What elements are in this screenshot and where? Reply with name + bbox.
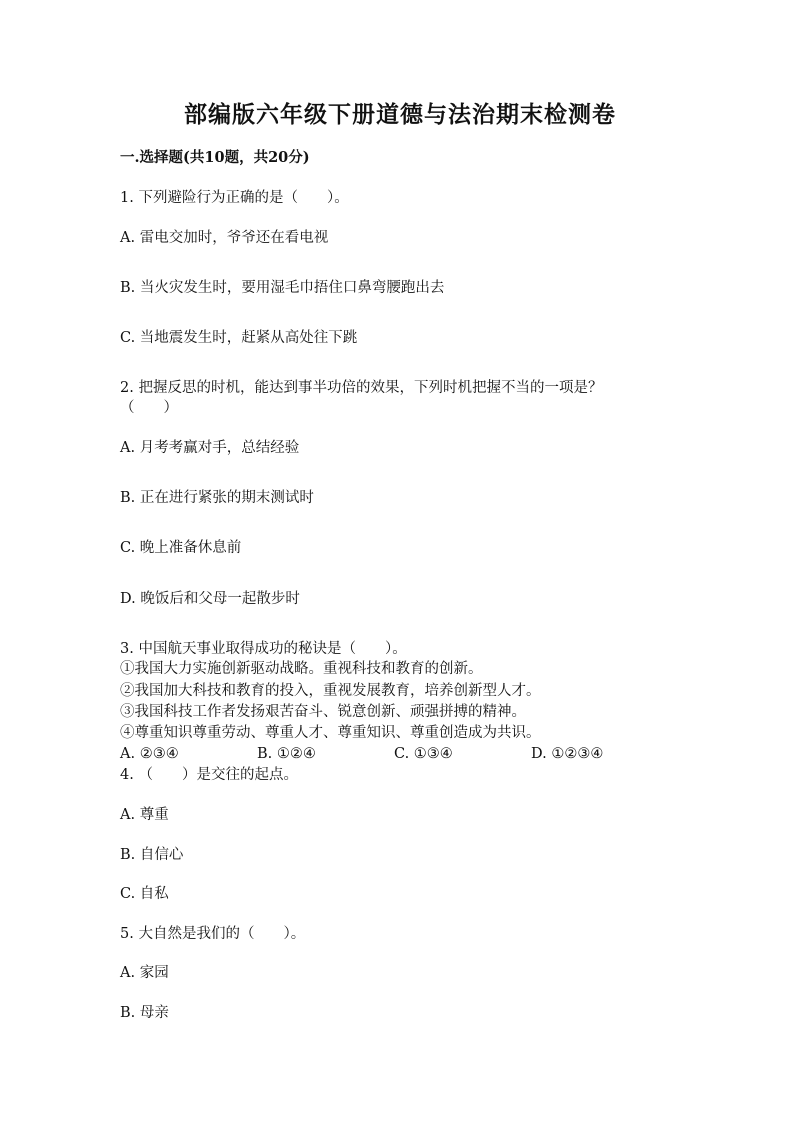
page-title: 部编版六年级下册道德与法治期末检测卷 bbox=[184, 101, 616, 128]
question-1-option-b: B. 当火灾发生时，要用湿毛巾捂住口鼻弯腰跑出去 bbox=[120, 280, 445, 296]
question-3-option-a: A. ②③④ bbox=[120, 746, 179, 762]
question-2-option-b: B. 正在进行紧张的期末测试时 bbox=[120, 490, 314, 506]
question-4-option-a: A. 尊重 bbox=[120, 807, 169, 823]
question-3-statement-1: ①我国大力实施创新驱动战略。重视科技和教育的创新。 bbox=[120, 661, 483, 677]
question-4-option-b: B. 自信心 bbox=[120, 847, 184, 863]
question-1-option-a: A. 雷电交加时，爷爷还在看电视 bbox=[120, 230, 329, 246]
question-5-option-a: A. 家园 bbox=[120, 965, 169, 981]
question-2-stem: 2. 把握反思的时机，能达到事半功倍的效果，下列时机把握不当的一项是？ bbox=[120, 380, 603, 396]
question-3-statement-2: ②我国加大科技和教育的投入，重视发展教育，培养创新型人才。 bbox=[120, 683, 541, 699]
question-1-stem: 1. 下列避险行为正确的是（ ）。 bbox=[120, 190, 349, 206]
question-3-option-c: C. ①③④ bbox=[394, 746, 453, 762]
question-2-option-c: C. 晚上准备休息前 bbox=[120, 540, 242, 556]
question-3-statement-4: ④尊重知识尊重劳动、尊重人才、尊重知识、尊重创造成为共识。 bbox=[120, 725, 541, 741]
question-4-stem: 4. （ ）是交往的起点。 bbox=[120, 767, 298, 783]
question-2-stem-blank: （ ） bbox=[120, 400, 178, 416]
question-2-option-d: D. 晚饭后和父母一起散步时 bbox=[120, 591, 300, 607]
question-2-option-a: A. 月考考赢对手，总结经验 bbox=[120, 440, 300, 456]
question-3-stem: 3. 中国航天事业取得成功的秘诀是（ ）。 bbox=[120, 641, 407, 657]
section-heading: 一.选择题(共10题，共20分) bbox=[120, 149, 310, 166]
question-3-option-b: B. ①②④ bbox=[257, 746, 316, 762]
question-5-option-b: B. 母亲 bbox=[120, 1005, 169, 1021]
question-5-stem: 5. 大自然是我们的（ ）。 bbox=[120, 926, 306, 942]
question-1-option-c: C. 当地震发生时，赶紧从高处往下跳 bbox=[120, 330, 358, 346]
question-4-option-c: C. 自私 bbox=[120, 886, 169, 902]
question-3-option-d: D. ①②③④ bbox=[531, 746, 604, 762]
question-3-statement-3: ③我国科技工作者发扬艰苦奋斗、锐意创新、顽强拼搏的精神。 bbox=[120, 704, 526, 720]
